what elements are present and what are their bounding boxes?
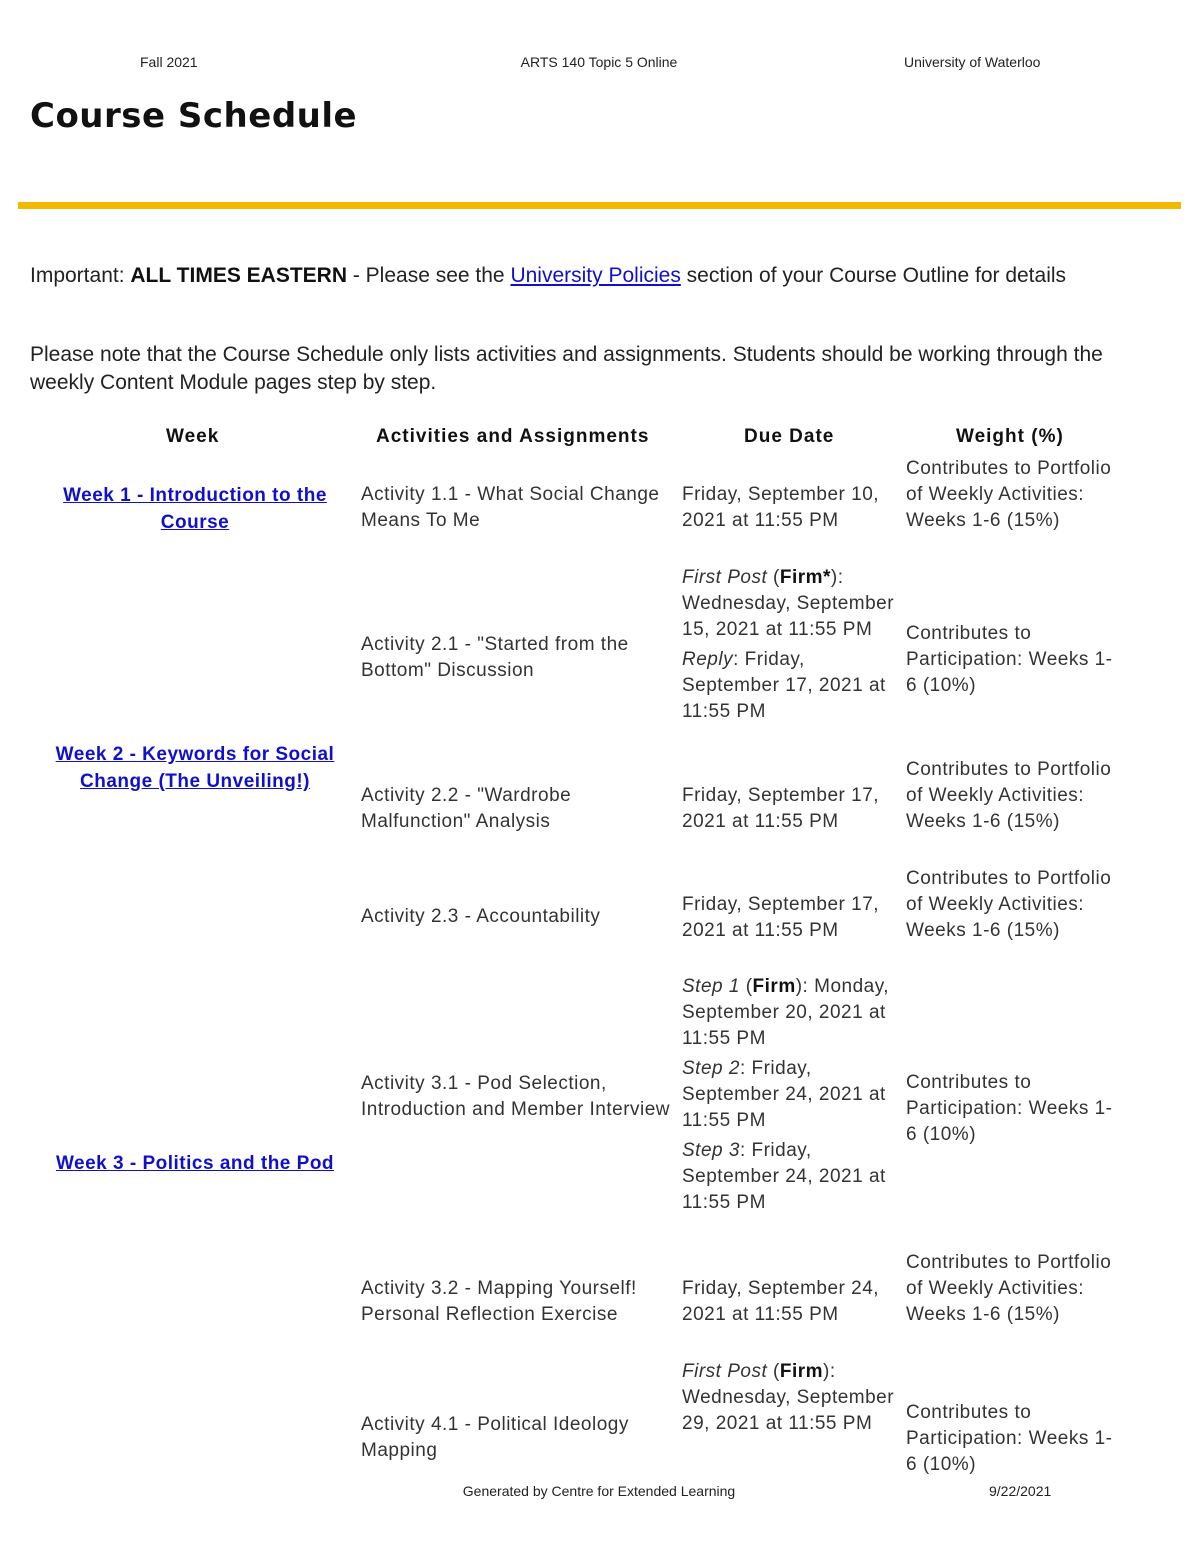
due-step-1: Step 1 (Firm): Monday, September 20, 2021 at 11:55 PM — [682, 976, 890, 1049]
header-course: ARTS 140 Topic 5 Online — [520, 54, 678, 70]
due-reply: Reply: Friday, September 17, 2021 at 11:55 PM — [682, 649, 886, 722]
due-date-3-2: Friday, September 24, 2021 at 11:55 PM — [682, 1278, 880, 1325]
important-mid: - Please see the — [347, 264, 511, 287]
weight-3-2: Contributes to Portfolio of Weekly Activities: Weeks 1-6 (15%) — [906, 1252, 1112, 1325]
column-header-due-date: Due Date — [744, 426, 835, 447]
important-prefix: Important: — [30, 264, 131, 287]
header-term: Fall 2021 — [140, 54, 198, 70]
weight-2-3: Contributes to Portfolio of Weekly Activities: Weeks 1-6 (15%) — [906, 868, 1112, 941]
important-note — [30, 262, 1130, 290]
due-date-3-1 — [682, 974, 902, 1216]
column-header-activities: Activities and Assignments — [376, 426, 650, 447]
page-title: Course Schedule — [30, 96, 358, 136]
weight-4-1: Contributes to Participation: Weeks 1-6 (10%) — [906, 1402, 1113, 1475]
activity-1-1: Activity 1.1 - What Social Change Means To Me — [361, 484, 660, 531]
accent-divider — [18, 202, 1181, 209]
due-step-2: Step 2: Friday, September 24, 2021 at 11:55 PM — [682, 1058, 886, 1131]
university-policies-link[interactable]: University Policies — [510, 264, 681, 287]
footer-date: 9/22/2021 — [989, 1483, 1052, 1499]
activity-2-2: Activity 2.2 - "Wardrobe Malfunction" Analysis — [361, 785, 572, 832]
schedule-note: Please note that the Course Schedule only lists activities and assignments. Students should be working through the weekly Content Module pages step by step. — [30, 343, 1103, 394]
weight-3-1: Contributes to Participation: Weeks 1-6 (10%) — [906, 1072, 1113, 1145]
weight-2-2: Contributes to Portfolio of Weekly Activities: Weeks 1-6 (15%) — [906, 759, 1112, 832]
activity-3-1: Activity 3.1 - Pod Selection, Introduction and Member Interview — [361, 1073, 671, 1120]
column-header-week: Week — [166, 426, 220, 447]
header-institution: University of Waterloo — [904, 54, 1041, 70]
activity-4-1: Activity 4.1 - Political Ideology Mapping — [361, 1414, 629, 1461]
due-first-post: First Post (Firm*): Wednesday, September 15, 2021 at 11:55 PM — [682, 567, 895, 640]
activity-2-1: Activity 2.1 - "Started from the Bottom" Discussion — [361, 634, 629, 681]
due-date-1-1: Friday, September 10, 2021 at 11:55 PM — [682, 484, 880, 531]
column-header-weight: Weight (%) — [956, 426, 1064, 447]
week-2-link[interactable]: Week 2 - Keywords for Social Change (The Unveiling!) — [55, 744, 335, 792]
due-date-2-2: Friday, September 17, 2021 at 11:55 PM — [682, 785, 880, 832]
weight-1-1: Contributes to Portfolio of Weekly Activities: Weeks 1-6 (15%) — [906, 458, 1112, 531]
footer-generated: Generated by Centre for Extended Learning — [462, 1483, 736, 1499]
important-bold: ALL TIMES EASTERN — [130, 264, 348, 287]
activity-3-2: Activity 3.2 - Mapping Yourself! Personal Reflection Exercise — [361, 1278, 637, 1325]
due-date-2-3: Friday, September 17, 2021 at 11:55 PM — [682, 894, 880, 941]
due-date-4-1 — [682, 1359, 902, 1437]
due-first-post: First Post (Firm): Wednesday, September 29, 2021 at 11:55 PM — [682, 1361, 895, 1434]
important-suffix: section of your Course Outline for details — [680, 264, 1067, 287]
week-3-link[interactable]: Week 3 - Politics and the Pod — [55, 1153, 335, 1174]
week-1-link[interactable]: Week 1 - Introduction to the Course — [63, 485, 327, 533]
due-date-2-1 — [682, 565, 902, 725]
due-step-3: Step 3: Friday, September 24, 2021 at 11:55 PM — [682, 1140, 886, 1213]
activity-2-3: Activity 2.3 - Accountability — [361, 906, 601, 927]
weight-2-1: Contributes to Participation: Weeks 1-6 (10%) — [906, 623, 1113, 696]
